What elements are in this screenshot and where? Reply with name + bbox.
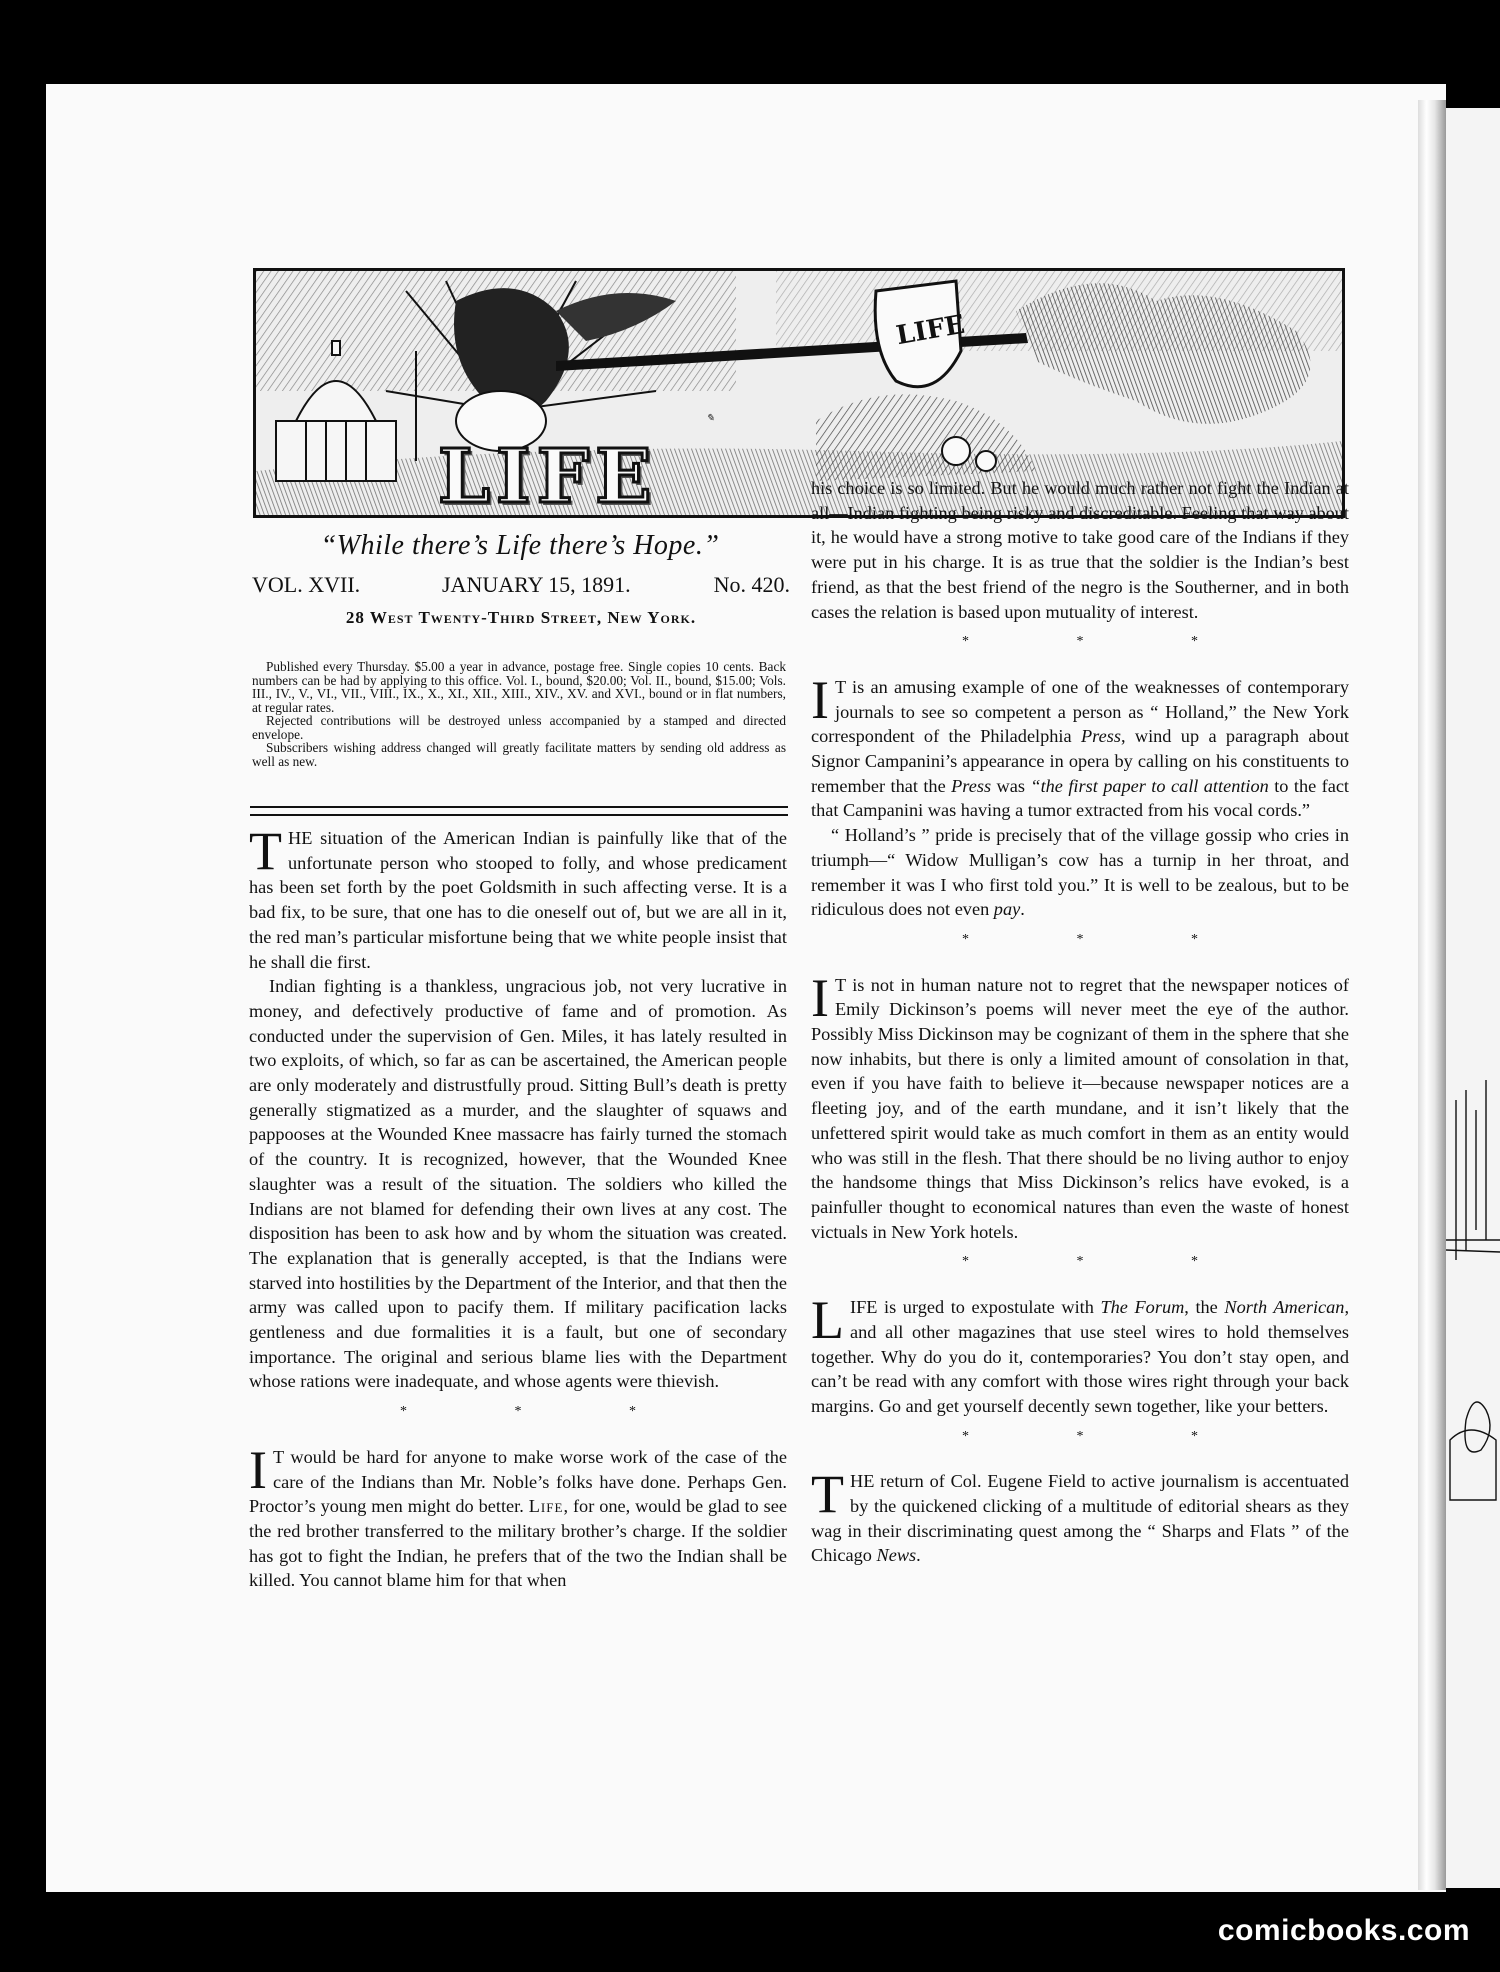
motto: “While there’s Life there’s Hope.”	[320, 530, 720, 561]
noble-article-p1: I T would be hard for anyone to make worse work of the case of the care of the Indians than Mr. Noble’s folks have done. Perhaps Gen. Proctor’s young men might do better. Life, for one, would be glad to see the red brother transferred to the military brother’s charge. If the soldier has got to fight the Indian, he prefers that of the two the Indian shall be killed. You cannot blame him for that when	[249, 1439, 788, 1591]
section-separator: * * *	[962, 931, 1250, 947]
dropcap: T	[249, 821, 282, 881]
subscription-info: Published every Thursday. $5.00 a year in advance, postage free. Single copies 10 cents. Back numbers can be had by applying to this office. Vol. I., bound, $20.00; Vol. II., bound, $15.00; Vols. III., IV., V., VI., VII., VIII., IX., X., XI., XII., XIII., XIV., XV. and XVI., bound or in flat numbers, at regular rates.	[252, 659, 786, 715]
noble-article-continued: his choice is so limited. But he would much rather not fight the Indian at all—Indian fighting being risky and discreditable. Feeling that way about it, he would have a strong motive to take good care of the Indians if they were put in his charge. It is as true that the soldier is the Indian’s best friend, as that the best friend of the negro is the Southerner, and in both cases the relation is based upon mutuality of interest.	[811, 478, 1349, 622]
field-article-p1: THE return of Col. Eugene Field to active journalism is accentuated by the quickened clicking of a multitude of editorial shears as they wag in their discriminating quest among the “ Sharps and Flats ” of the Chicago News.	[811, 1464, 1349, 1566]
facing-page-edge	[1446, 108, 1500, 1888]
dropcap: T	[811, 1464, 844, 1525]
life-logo: LIFE	[438, 434, 658, 520]
office-address: 28 West Twenty-Third Street, New York.	[345, 608, 697, 627]
issue-number: No. 420.	[713, 572, 790, 597]
dropcap: I	[811, 669, 829, 730]
indian-article-p1: THE situation of the American Indian is painfully like that of the unfortunate person who stooped to folly, and whose predicament has been set forth by the poet Goldsmith in such affecting verse. It is a bad fix, to be sure, that one has to die oneself out of, but we are all in it, the red man’s particular misfortune being that we white people insist that he shall die first.	[249, 821, 787, 972]
double-rule	[250, 806, 788, 816]
holland-article-p1: I T is an amusing example of one of the weaknesses of contemporary journals to see so competent a person as “ Holland,” the New York correspondent of the Philadelphia Press, wind up a paragraph about Signor Campanini’s appearance in opera by calling on his constituents to remember that the Press was “the first paper to call attention to the fact that Campanini was having a tumor extracted from his vocal cords.”	[811, 669, 1350, 821]
dropcap: I	[811, 967, 829, 1028]
book-spine	[1418, 100, 1446, 1890]
section-separator: * * *	[962, 634, 1250, 650]
column-right	[811, 476, 1349, 1568]
dropcap: I	[249, 1439, 267, 1500]
section-separator: * * *	[962, 1254, 1250, 1270]
issue-line	[252, 572, 790, 606]
indian-article-p2: Indian fighting is a thankless, ungracious job, not very lucrative in money, and defectively productive of fame and of promotion. As conducted under the supervision of Gen. Miles, it has lately resulted in two exploits, of which, so far as can be ascertained, the American people are only moderately and distrustfully proud. Sitting Bull’s death is pretty generally stigmatized as a murder, and the slaughter of squaws and pappooses at the Wounded Knee massacre has fairly turned the stomach of the country. It is recognized, however, that the Wounded Knee slaughter was a result of the situation. The soldiers who killed the Indians are not blamed for defending their own lives at any cost. The disposition has been to ask how and by whom the situation was created. The explanation that is generally accepted, is that the Indians were starved into hostilities by the Department of the Interior, and that then the army was called upon to pacify them. If military pacification lacks gentleness and due formalities it is a fault, but one of secondary importance. The original and serious blame lies with the Department whose rations were inadequate, and whose agents were thievish.	[249, 976, 787, 1392]
section-separator: * * *	[962, 1428, 1250, 1444]
volume-number: VOL. XVII.	[252, 572, 361, 597]
site-watermark: comicbooks.com	[1217, 1914, 1470, 1947]
dickinson-article-p1: I T is not in human nature not to regret that the newspaper notices of Emily Dickinson’s poems will never meet the eye of the author. Possibly Miss Dickinson may be cognizant of them in the sphere that she now inhabits, but there is only a limited amount of consolation in that, even if you have faith to believe it—because newspaper notices are a fleeting joy, and of the earth mundane, and it isn’t likely that the unfettered spirit would take as much comfort in them as an entity would who was still in the flesh. That there should be no living author to enjoy the handsome things that Miss Dickinson’s relics have evoked, is a painfuller thought to economical natures than even the waste of honest victuals in New York hotels.	[811, 967, 1349, 1242]
holland-article-p2: “ Holland’s ” pride is precisely that of the village gossip who cries in triumph—“ Widow Mulligan’s cow has a turnip in her throat, and remember it was I who first told you.” It is well to be zealous, but to be ridiculous does not even pay.	[811, 825, 1349, 920]
facing-page-illustration	[1446, 1080, 1500, 1510]
rejection-note: Rejected contributions will be destroyed unless accompanied by a stamped and directed envelope.	[252, 713, 786, 742]
publication-info	[252, 660, 786, 768]
dropcap: L	[811, 1290, 844, 1351]
section-separator: * * *	[400, 1404, 688, 1420]
shield-text: LIFE	[894, 309, 967, 352]
address-change-note: Subscribers wishing address changed will greatly facilitate matters by sending old address as well as new.	[252, 740, 786, 769]
svg-text:✎: ✎	[706, 413, 715, 424]
issue-date: JANUARY 15, 1891.	[442, 572, 631, 597]
column-left	[249, 821, 788, 1593]
magazines-article-p1: LIFE is urged to expostulate with The Forum, the North American, and all other magazines that use steel wires to hold themselves together. Why do you do it, contemporaries? You don’t stay open, and can’t be read with any comfort with those wires right through your back margins. Go and get yourself decently sewn together, like your betters.	[811, 1290, 1350, 1416]
